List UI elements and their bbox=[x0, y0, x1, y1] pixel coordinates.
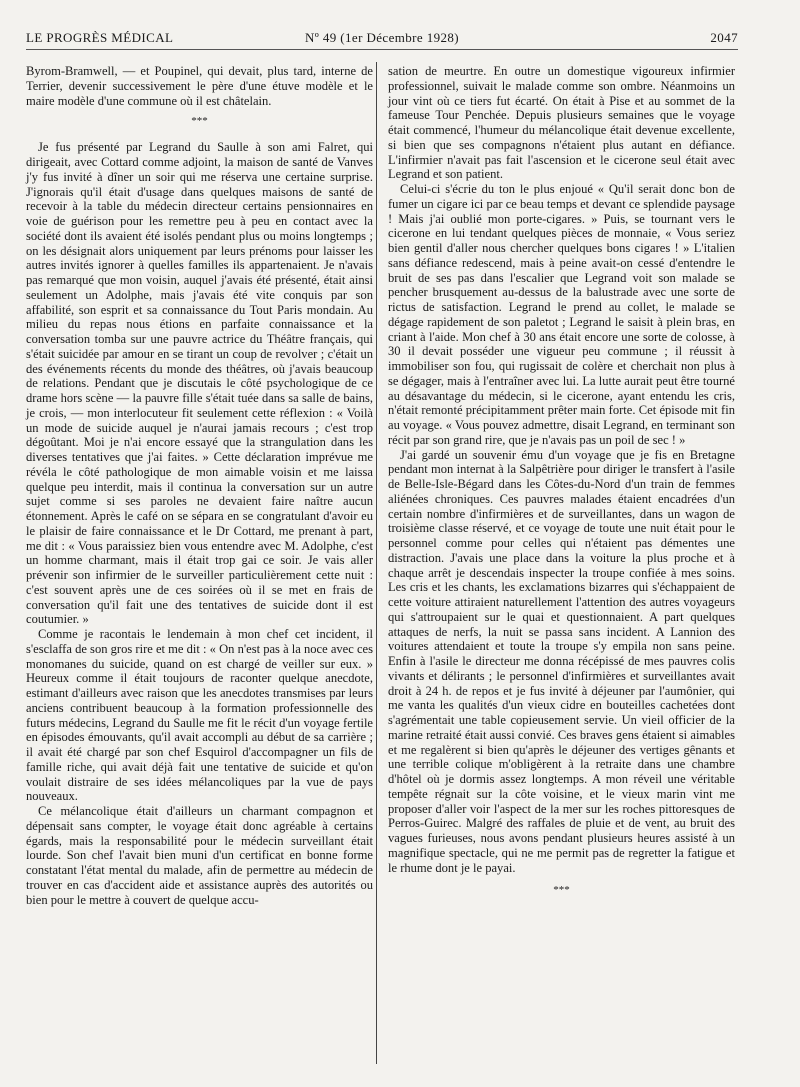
paragraph: Ce mélancolique était d'ailleurs un charmant compagnon et dépensait sans compter, le voyage était donc agréable à certains égards, mais la responsabilité pour le médecin surveillant était lourde. Son chef l'avait bien muni d'un certificat en bonne forme constatant l'état mental du malade, afin de permettre au médecin de trouver en cas d'accident aide et assistance auprès des autorités ou bien pour le mettre à couvert de quelque accu- bbox=[26, 804, 373, 907]
header-rule bbox=[26, 49, 738, 50]
journal-title: LE PROGRÈS MÉDICAL bbox=[26, 30, 174, 45]
column-divider bbox=[376, 62, 377, 1064]
page-number: 2047 bbox=[710, 30, 738, 45]
paragraph: Celui-ci s'écrie du ton le plus enjoué « Qu'il serait donc bon de fumer un cigare ici par ce beau temps et devant ce splendide paysage ! Mais j'ai oublié mon porte-cigares. » Puis, se tournant vers le cicerone en lui tendant quelques pièces de monnaie, « Vous seriez bien gentil d'aller nous chercher quelques bons cigares ! » L'italien sans défiance redescend, mais à peine avait-on cessé d'entendre le bruit de ses pas dans l'escalier que Legrand voit son malade se pencher brusquement au-dessus de la balustrade avec une sorte de rictus de satisfaction. Legrand le prend au collet, le malade se dégage rapidement de son paletot ; Legrand le saisit à plein bras, en criant à l'aide. Mon chef à 30 ans était encore une sorte de colosse, à 30 il devait posséder une vigueur peu commune ; il réussit à immobiliser son fou, qui rugissait de colère et cherchait non plus à se dégager, mais à l'entraîner avec lui. La lutte aurait peut être tourné au désavantage du médecin, si le cicerone, ayant entendu les cris, n'était remonté précipitamment prêter main forte. Cet épisode mit fin au voyage. « Vous pouvez admettre, disait Legrand, en terminant son récit par son grand rire, que je n'avais pas un poil de sec ! » bbox=[388, 182, 735, 447]
running-header bbox=[26, 30, 738, 50]
paragraph: J'ai gardé un souvenir ému d'un voyage que je fis en Bretagne pendant mon internat à la Salpêtrière pour diriger le transfert à l'asile de Belle-Isle-Bégard dans les Côtes-du-Nord d'un train de femmes aliénées chroniques. Ces pauvres malades étaient encadrées d'un certain nombre d'infirmières et de surveillantes, dans un wagon de troisième classe réservé, et ce voyage de toute une nuit était pour le personnel comme pour celles qui n'étaient pas démentes une distraction. J'avais une place dans la voiture la plus proche et à chaque arrêt je descendais inspecter la troupe confiée à mes soins. Les cris et les chants, les exclamations bizarres qui s'échappaient de cette voiture attiraient naturellement l'attention des autres voyageurs qui s'attroupaient sur le quai et questionnaient. A part quelques attaques de nerfs, la nuit se passa sans incident. A Lannion des voitures attendaient et toute la troupe s'y empila non sans peine. Enfin à l'asile le directeur me donna récépissé de mes pauvres colis vivants et délirants ; le personnel d'infirmières et surveillantes avait droit à 24 h. de repos et je fus invité à déjeuner par l'aumônier, qui me vanta les qualités d'un vieux cidre en bouteilles cachetées dont s'agrémentait une table copieusement servie. Un vieil officier de la marine retraité était aussi convié. Ces braves gens étaient si aimables et me regalèrent si bien qu'après le déjeuner des vertiges gênants et une terrible colique m'obligèrent à la retraite dans une chambre d'hôtel où je dormis assez longtemps. A mon réveil une véritable tempête régnait sur la côte voisine, et le vieux marin vint me proposer d'aller voir l'aspect de la mer sur les roches pittoresques de Perros-Guirec. Malgré des raffales de pluie et de vent, au bruit des vagues furieuses, nous avons pendant plusieurs heures assisté à un magnifique spectacle, qui ne me permit pas de regretter la fatigue et le rhume dont je le payai. bbox=[388, 447, 735, 875]
paragraph: sation de meurtre. En outre un domestique vigoureux infirmier professionnel, suivait le malade comme son ombre. Néanmoins un jour vint où ce tiers fut écarté. On était à Pise et au sommet de la fameuse Tour Penchée. Depuis plusieurs semaines que le voyage était commencé, l'humeur du mélancolique était devenue excellente, si bien que ses compagnons n'étaient plus autant en défiance. L'infirmier n'avait pas fait l'ascension et le cicerone seul était avec Legrand et son patient. bbox=[388, 64, 735, 182]
section-separator: *** bbox=[553, 884, 570, 897]
paragraph: Byrom-Bramwell, — et Poupinel, qui devait, plus tard, interne de Terrier, devenir successivement le père d'une étuve modèle et le maire modèle d'une commune où il est châtelain. bbox=[26, 64, 373, 108]
section-separator: *** bbox=[191, 115, 208, 128]
left-column bbox=[26, 64, 373, 907]
issue-date: Nº 49 (1er Décembre 1928) bbox=[304, 30, 460, 45]
paragraph: Comme je racontais le lendemain à mon chef cet incident, il s'esclaffa de son gros rire et me dit : « On n'est pas à la noce avec ces monomanes du suicide, quand on est chargé de veiller sur eux. » Heureux comme il était toujours de raconter quelque anecdote, estimant d'ailleurs avec raison que les anecdotes transmises par leurs anciens contribuent beaucoup à la formation professionnelle des futurs médecins, Legrand du Saulle me fit le récit d'un voyage fertile en épisodes émouvants, qu'il avait accompli au début de sa carrière ; il avait été chargé par son chef Esquirol d'accompagner un fils de famille riche, qui avait déjà fait une tentative de suicide et qu'on voulait distraire de ses idées mélancoliques par la vue de pays nouveaux. bbox=[26, 627, 373, 804]
paragraph: Je fus présenté par Legrand du Saulle à son ami Falret, qui dirigeait, avec Cottard comme adjoint, la maison de santé de Vanves j'y fus invité à dîner un soir qui me réserva une certaine surprise. J'ignorais qu'il était d'usage dans quelques maisons de santé de recevoir à la table du médecin directeur certains pensionnaires en voie de guérison pour les remettre peu à peu en contact avec la société dont ils avaient été isolés pendant plus ou moins longtemps ; on les désignait alors uniquement par leurs prénoms pour laisser les autres invités ignorer à quelles familles ils appartenaient. Je n'avais pas remarqué que mon voisin, auquel j'avais été présenté, était ainsi seulement un Adolphe, mais j'avais été vite conquis par son affabilité, son esprit et sa connaissance du Tout Paris mondain. Au milieu du repas nous étions en parfaite connaissance et la conversation tomba sur une pauvre actrice du Théâtre français, qui s'était suicidée par amour en se tirant un coup de revolver ; c'était un des événements récents du monde des théâtres, où j'avais beaucoup de relations. Pendant que je discutais le côté psychologique de ce drame hors scène — la pauvre fille s'était tuée dans sa salle de bains, je crois, — mon interlocuteur fit seulement cette réflexion : « Voilà un mode de suicide auquel je n'aurai jamais recours ; c'est trop dégoûtant. Moi je n'ai encore essayé que la strangulation dans les diverses tentatives que j'ai faites. » Cette déclaration imprévue me révéla le côté pathologique de mon aimable voisin et me laissa quelque peu interdit, mais il continua la conversation sur un autre sujet comme si ses paroles ne devaient faire naître aucun étonnement. Après le café on se sépara en se congratulant d'avoir eu le plaisir de faire connaissance et le Dr Cottard, me prenant à part, me dit : « Vous paraissiez bien vous entendre avec M. Adolphe, c'est un homme charmant, mais il était trop gai ce soir. Je vais aller prévenir son infirmier de le surveiller particulièrement cette nuit : c'est souvent après une de ces soirées où il se met en frais de conversation qu'il fait une des tentatives de suicide dont il est coutumier. » bbox=[26, 140, 373, 627]
right-column bbox=[388, 64, 735, 909]
